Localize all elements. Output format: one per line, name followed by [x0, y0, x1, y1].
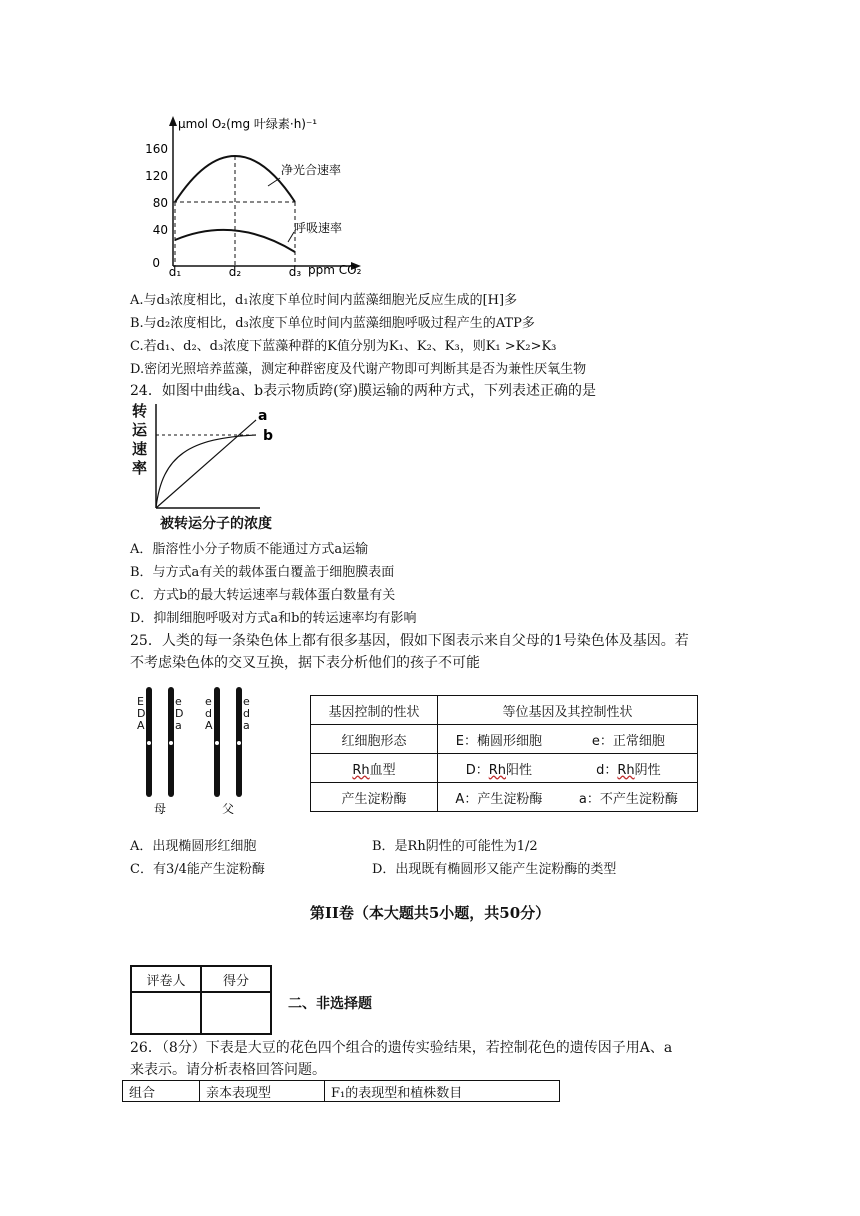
gene-label: e	[175, 695, 182, 708]
q25-stem-line1: 25．人类的每一条染色体上都有很多基因，假如下图表示来自父母的1号染色体及基因。若	[130, 633, 689, 649]
q25-option-d: D．出现既有椭圆形又能产生淀粉酶的类型	[372, 862, 617, 877]
gene-label: A	[205, 719, 213, 732]
q24-ylabel: 转运速率	[132, 402, 148, 477]
curve-b-label: b	[263, 428, 274, 444]
q24-option-a: A．脂溶性小分子物质不能通过方式a运输	[130, 542, 369, 557]
gene-label: D	[137, 707, 146, 720]
y-tick: 160	[145, 142, 168, 156]
score-cell[interactable]	[131, 992, 201, 1034]
x-tick: d₁	[168, 265, 182, 279]
curve-a-label: a	[258, 408, 268, 424]
score-box	[130, 965, 272, 1035]
curve-b	[156, 435, 256, 508]
chromosome-diagram	[130, 685, 270, 820]
table-row: 产生淀粉酶 A：产生淀粉酶 a：不产生淀粉酶	[311, 783, 698, 812]
q25-stem-line2: 不考虑染色体的交叉互换，据下表分析他们的孩子不可能	[130, 655, 480, 671]
q23-option-a: A.与d₃浓度相比，d₁浓度下单位时间内蓝藻细胞光反应生成的[H]多	[130, 293, 518, 308]
y-tick: 40	[152, 223, 168, 237]
chart1-ylabel: μmol O₂(mg 叶绿素·h)⁻¹	[178, 117, 318, 131]
mother-label: 母	[154, 802, 167, 816]
table-header: 基因控制的性状	[311, 696, 438, 725]
gene-label: e	[243, 695, 250, 708]
net-photosynthesis-label: 净光合速率	[281, 163, 342, 177]
gene-label: a	[243, 719, 250, 732]
q24-xlabel: 被转运分子的浓度	[160, 516, 272, 532]
q23-option-c: C.若d₁、d₂、d₃浓度下蓝藻种群的K值分别为K₁、K₂、K₃，则K₁ >K₂>K₃	[130, 339, 557, 354]
chart-photosynthesis	[130, 110, 380, 280]
table-row: 红细胞形态 E：椭圆形细胞 e：正常细胞	[311, 725, 698, 754]
score-cell[interactable]	[201, 992, 271, 1034]
q24-option-b: B．与方式a有关的载体蛋白覆盖于细胞膜表面	[130, 565, 395, 580]
chart-transport	[150, 400, 290, 515]
respiration-label: 呼吸速率	[294, 221, 343, 235]
section-title: 第II卷（本大题共5小题，共50分）	[309, 904, 551, 922]
part-title: 二、非选择题	[288, 996, 372, 1012]
gene-label: e	[205, 695, 212, 708]
x-tick: d₂	[228, 265, 242, 279]
y-tick: 120	[145, 169, 168, 183]
q26-line2: 来表示。请分析表格回答问题。	[130, 1062, 326, 1078]
q26-line1: 26．（8分）下表是大豆的花色四个组合的遗传实验结果，若控制花色的遗传因子用A、a	[130, 1040, 673, 1056]
father-label: 父	[222, 802, 235, 816]
q23-option-b: B.与d₂浓度相比，d₃浓度下单位时间内蓝藻细胞呼吸过程产生的ATP多	[130, 316, 535, 331]
gene-label: A	[137, 719, 145, 732]
table-header: 亲本表现型	[200, 1081, 325, 1102]
x-tick: d₃	[288, 265, 302, 279]
score-header: 评卷人	[131, 966, 201, 992]
q24-option-d: D．抑制细胞呼吸对方式a和b的转运速率均有影响	[130, 611, 417, 626]
gene-label: a	[175, 719, 182, 732]
q26-table	[122, 1080, 560, 1102]
y-tick: 0	[152, 256, 160, 270]
y-tick: 80	[152, 196, 168, 210]
q24-stem: 24．如图中曲线a、b表示物质跨(穿)膜运输的两种方式，下列表述正确的是	[130, 383, 597, 399]
gene-label: d	[205, 707, 212, 720]
gene-table	[310, 695, 698, 812]
gene-label: D	[175, 707, 184, 720]
q24-option-c: C．方式b的最大转运速率与载体蛋白数量有关	[130, 588, 396, 603]
q25-option-c: C．有3/4能产生淀粉酶	[130, 862, 265, 877]
q25-option-b: B．是Rh阴性的可能性为1/2	[372, 839, 538, 854]
q25-option-a: A．出现椭圆形红细胞	[130, 839, 257, 854]
table-header: 组合	[123, 1081, 200, 1102]
table-row: Rh血型 D：Rh阳性 d：Rh阴性	[311, 754, 698, 783]
chart1-xlabel: ppm CO₂	[308, 263, 362, 277]
table-header: 等位基因及其控制性状	[438, 696, 698, 725]
q23-option-d: D.密闭光照培养蓝藻，测定种群密度及代谢产物即可判断其是否为兼性厌氧生物	[130, 362, 587, 377]
score-header: 得分	[201, 966, 271, 992]
table-header: F₁的表现型和植株数目	[325, 1081, 560, 1102]
gene-label: E	[137, 695, 144, 708]
gene-label: d	[243, 707, 250, 720]
